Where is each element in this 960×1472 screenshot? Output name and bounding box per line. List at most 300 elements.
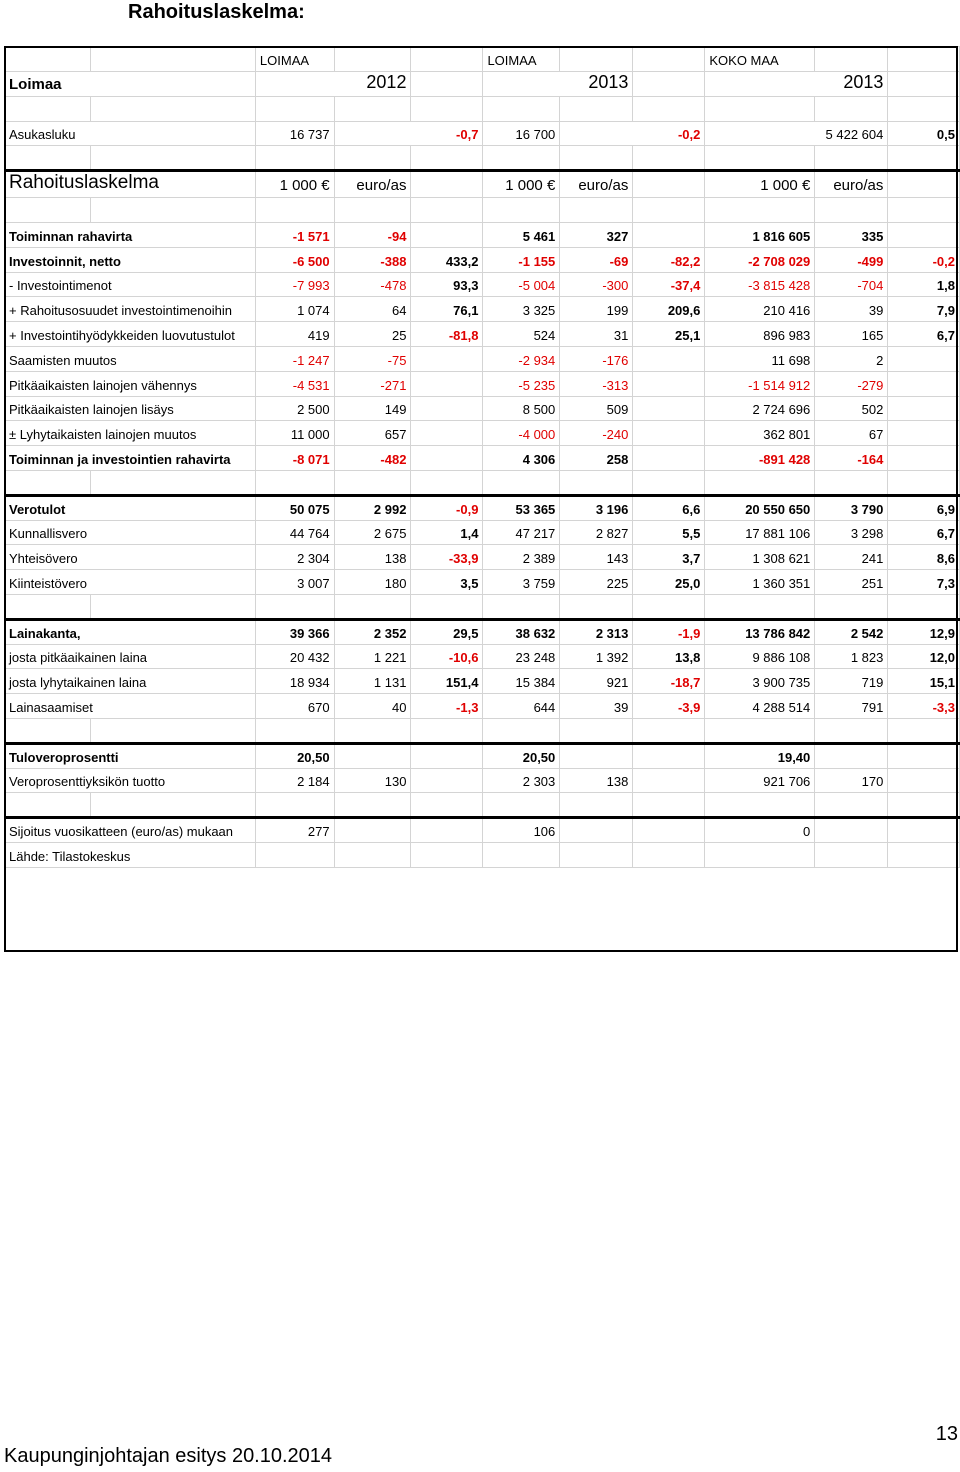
- cell: [560, 718, 633, 743]
- row-label: josta pitkäaikainen laina: [5, 644, 256, 669]
- value-cell: -0,9: [411, 495, 483, 520]
- value-cell: -10,6: [411, 644, 483, 669]
- value-cell: 2 184: [255, 768, 334, 793]
- cell: [255, 718, 334, 743]
- value-cell: 1 308 621: [705, 545, 815, 570]
- value-cell: 39: [815, 297, 888, 322]
- value-cell: [633, 446, 705, 471]
- value-cell: 7,3: [888, 570, 960, 595]
- value-cell: 20,50: [255, 743, 334, 768]
- value-cell: 3 007: [255, 570, 334, 595]
- value-cell: 76,1: [411, 297, 483, 322]
- table-row: [5, 619, 960, 644]
- value-cell: -6 500: [255, 247, 334, 272]
- value-cell: -300: [560, 272, 633, 297]
- cell: [334, 470, 411, 495]
- value-cell: 209,6: [633, 297, 705, 322]
- cell: [90, 96, 255, 121]
- value-cell: 2 500: [255, 396, 334, 421]
- row-label: Sijoitus vuosikatteen (euro/as) mukaan: [5, 818, 256, 843]
- cell: [560, 842, 633, 867]
- value-cell: -3,9: [633, 694, 705, 719]
- value-cell: 3 325: [483, 297, 560, 322]
- value-cell: 1,8: [888, 272, 960, 297]
- value-cell: 1 131: [334, 669, 411, 694]
- cell: [255, 96, 334, 121]
- value-cell: 17 881 106: [705, 520, 815, 545]
- value-cell: [411, 446, 483, 471]
- cell: [411, 718, 483, 743]
- value-cell: 1 360 351: [705, 570, 815, 595]
- cell: [334, 793, 411, 818]
- cell: [560, 47, 633, 72]
- cell: [483, 198, 560, 223]
- cell: [411, 818, 483, 843]
- investment-row: [5, 818, 960, 843]
- value-cell: 5,5: [633, 520, 705, 545]
- footer-title: Kaupunginjohtajan esitys 20.10.2014: [4, 1445, 333, 1467]
- value-cell: 251: [815, 570, 888, 595]
- value-cell: 670: [255, 694, 334, 719]
- cell: [90, 146, 255, 171]
- value-cell: 39 366: [255, 619, 334, 644]
- value-cell: 11 698: [705, 346, 815, 371]
- value-cell: 143: [560, 545, 633, 570]
- value-cell: -176: [560, 346, 633, 371]
- value-cell: 791: [815, 694, 888, 719]
- cell: [5, 793, 91, 818]
- value-cell: 1 823: [815, 644, 888, 669]
- value-cell: 1 221: [334, 644, 411, 669]
- value-cell: 3 298: [815, 520, 888, 545]
- cell: [815, 793, 888, 818]
- spacer-row: [5, 146, 960, 171]
- cell: [483, 470, 560, 495]
- value-cell: [411, 421, 483, 446]
- value-cell: 4 306: [483, 446, 560, 471]
- value-cell: 20 432: [255, 644, 334, 669]
- cell: [705, 793, 815, 818]
- value-cell: [888, 421, 960, 446]
- value-cell: [633, 768, 705, 793]
- table-row: [5, 520, 960, 545]
- value-cell: -1 155: [483, 247, 560, 272]
- cell: [483, 793, 560, 818]
- cell: [334, 818, 411, 843]
- cell: [560, 470, 633, 495]
- value-cell: 64: [334, 297, 411, 322]
- value-cell: -891 428: [705, 446, 815, 471]
- section-header-row: [5, 171, 960, 198]
- value-cell: 921 706: [705, 768, 815, 793]
- source-note: Lähde: Tilastokeskus: [5, 842, 256, 867]
- row-label: Toiminnan ja investointien rahavirta: [5, 446, 256, 471]
- value-cell: -704: [815, 272, 888, 297]
- cell: [5, 96, 91, 121]
- value-cell: 2 313: [560, 619, 633, 644]
- cell: [411, 198, 483, 223]
- cell: [888, 198, 960, 223]
- cell: [705, 146, 815, 171]
- value-cell: 644: [483, 694, 560, 719]
- value-cell: 419: [255, 322, 334, 347]
- cell: [5, 198, 91, 223]
- value-cell: [888, 446, 960, 471]
- cell: [411, 171, 483, 198]
- value-cell: 2 827: [560, 520, 633, 545]
- cell: [815, 818, 888, 843]
- cell: [255, 146, 334, 171]
- value-cell: 3 790: [815, 495, 888, 520]
- row-label: Veroprosenttiyksikön tuotto: [5, 768, 256, 793]
- value-cell: 44 764: [255, 520, 334, 545]
- value-cell: -482: [334, 446, 411, 471]
- value-cell: [633, 371, 705, 396]
- cell: [705, 470, 815, 495]
- value-cell: -313: [560, 371, 633, 396]
- value-cell: 1,4: [411, 520, 483, 545]
- row-label: Kiinteistövero: [5, 570, 256, 595]
- value-cell: 20 550 650: [705, 495, 815, 520]
- value-cell: 719: [815, 669, 888, 694]
- cell: [334, 594, 411, 619]
- value-cell: 258: [560, 446, 633, 471]
- population-row: [5, 121, 960, 146]
- cell: [888, 594, 960, 619]
- value-cell: 2 542: [815, 619, 888, 644]
- cell: [888, 818, 960, 843]
- value-cell: 29,5: [411, 619, 483, 644]
- value-cell: -2 708 029: [705, 247, 815, 272]
- value-cell: [888, 768, 960, 793]
- value-cell: -1 571: [255, 222, 334, 247]
- value-cell: -240: [560, 421, 633, 446]
- cell: [255, 842, 334, 867]
- unit-label: euro/as: [334, 171, 411, 198]
- cell: [815, 594, 888, 619]
- cell: [5, 594, 91, 619]
- cell: [5, 146, 91, 171]
- value-cell: 199: [560, 297, 633, 322]
- cell: [90, 198, 255, 223]
- value-cell: 13 786 842: [705, 619, 815, 644]
- cell: [411, 96, 483, 121]
- value-cell: -94: [334, 222, 411, 247]
- value-cell: [888, 396, 960, 421]
- value-cell: -8 071: [255, 446, 334, 471]
- value-cell: -271: [334, 371, 411, 396]
- value-cell: 1 816 605: [705, 222, 815, 247]
- table-row: [5, 297, 960, 322]
- value-cell: 502: [815, 396, 888, 421]
- value-cell: -279: [815, 371, 888, 396]
- cell: [411, 842, 483, 867]
- value-cell: 6,6: [633, 495, 705, 520]
- value-cell: 8,6: [888, 545, 960, 570]
- cell: [560, 198, 633, 223]
- cell: [633, 96, 705, 121]
- region-label: LOIMAA: [483, 47, 560, 72]
- cell: [411, 146, 483, 171]
- row-label: Verotulot: [5, 495, 256, 520]
- value-cell: 335: [815, 222, 888, 247]
- cell: [411, 47, 483, 72]
- row-label: josta lyhytaikainen laina: [5, 669, 256, 694]
- value-cell: 39: [560, 694, 633, 719]
- cell: [888, 718, 960, 743]
- row-label: Saamisten muutos: [5, 346, 256, 371]
- value-cell: 362 801: [705, 421, 815, 446]
- value-cell: 138: [560, 768, 633, 793]
- value-cell: 3,7: [633, 545, 705, 570]
- value-cell: 225: [560, 570, 633, 595]
- value-cell: [633, 421, 705, 446]
- value-cell: -82,2: [633, 247, 705, 272]
- value-cell: -388: [334, 247, 411, 272]
- value-cell: 11 000: [255, 421, 334, 446]
- row-label: Yhteisövero: [5, 545, 256, 570]
- value-cell: 4 288 514: [705, 694, 815, 719]
- value-cell: 3 196: [560, 495, 633, 520]
- value-cell: 25,1: [633, 322, 705, 347]
- cell: [90, 47, 255, 72]
- source-row: [5, 842, 960, 867]
- value-cell: 15,1: [888, 669, 960, 694]
- cell: [888, 842, 960, 867]
- row-label: Toiminnan rahavirta: [5, 222, 256, 247]
- value-cell: [411, 768, 483, 793]
- cell: [815, 718, 888, 743]
- value-cell: [633, 346, 705, 371]
- spacer-row: [5, 718, 960, 743]
- cell: [815, 47, 888, 72]
- value-cell: -3,3: [888, 694, 960, 719]
- value-cell: 5 461: [483, 222, 560, 247]
- row-label: Pitkäaikaisten lainojen vähennys: [5, 371, 256, 396]
- table-row: [5, 694, 960, 719]
- row-label: + Rahoitusosuudet investointimenoihin: [5, 297, 256, 322]
- cell: [815, 146, 888, 171]
- value-cell: -37,4: [633, 272, 705, 297]
- value-cell: 3 759: [483, 570, 560, 595]
- unit-label: euro/as: [560, 171, 633, 198]
- value-cell: 149: [334, 396, 411, 421]
- value-cell: 151,4: [411, 669, 483, 694]
- value-cell: 106: [483, 818, 560, 843]
- cell: [483, 594, 560, 619]
- value-cell: 20,50: [483, 743, 560, 768]
- value-cell: 31: [560, 322, 633, 347]
- unit-label: 1 000 €: [705, 171, 815, 198]
- cell: [633, 743, 705, 768]
- page-number: 13: [935, 1423, 958, 1445]
- table-row: [5, 545, 960, 570]
- table-row: [5, 371, 960, 396]
- value-cell: -1,3: [411, 694, 483, 719]
- row-label: ± Lyhytaikaisten lainojen muutos: [5, 421, 256, 446]
- cell: [705, 96, 815, 121]
- value-cell: 93,3: [411, 272, 483, 297]
- cell: [334, 146, 411, 171]
- value-cell: 6,9: [888, 495, 960, 520]
- value-cell: 25: [334, 322, 411, 347]
- value-cell: 2 675: [334, 520, 411, 545]
- value-cell: 67: [815, 421, 888, 446]
- table-row: [5, 421, 960, 446]
- cell: [705, 594, 815, 619]
- table-row: [5, 247, 960, 272]
- cell: [255, 198, 334, 223]
- cell: [483, 96, 560, 121]
- cell: [411, 71, 483, 96]
- cell: [90, 718, 255, 743]
- table-row: [5, 346, 960, 371]
- cell: [888, 171, 960, 198]
- cell: [334, 718, 411, 743]
- header-row-years: [5, 71, 960, 96]
- cell: [411, 743, 483, 768]
- cell: [560, 594, 633, 619]
- value-cell: -1,9: [633, 619, 705, 644]
- value-cell: 38 632: [483, 619, 560, 644]
- value-cell: [411, 371, 483, 396]
- cell: [815, 198, 888, 223]
- value-cell: -4 000: [483, 421, 560, 446]
- cell: [483, 842, 560, 867]
- value-cell: -1 247: [255, 346, 334, 371]
- cell: [5, 718, 91, 743]
- value-cell: 2: [815, 346, 888, 371]
- value-cell: [411, 222, 483, 247]
- value-cell: 5 422 604: [705, 121, 888, 146]
- cell: [888, 71, 960, 96]
- row-label: Tuloveroprosentti: [5, 743, 256, 768]
- value-cell: [633, 396, 705, 421]
- value-cell: 2 304: [255, 545, 334, 570]
- spacer-row: [5, 594, 960, 619]
- page-title: Rahoituslaskelma:: [128, 1, 305, 23]
- value-cell: 15 384: [483, 669, 560, 694]
- cell: [633, 198, 705, 223]
- value-cell: [888, 371, 960, 396]
- cell: [705, 718, 815, 743]
- cell: [334, 842, 411, 867]
- value-cell: 23 248: [483, 644, 560, 669]
- value-cell: 1 074: [255, 297, 334, 322]
- cell: [633, 171, 705, 198]
- value-cell: 0: [705, 818, 815, 843]
- table-row: [5, 644, 960, 669]
- cell: [90, 594, 255, 619]
- cell: [334, 47, 411, 72]
- tax-yield-row: [5, 768, 960, 793]
- value-cell: 6,7: [888, 520, 960, 545]
- cell: [5, 470, 91, 495]
- cell: [633, 71, 705, 96]
- value-cell: 2 352: [334, 619, 411, 644]
- value-cell: 7,9: [888, 297, 960, 322]
- table-row: [5, 669, 960, 694]
- cell: [888, 793, 960, 818]
- cell: [815, 96, 888, 121]
- cell: [888, 470, 960, 495]
- value-cell: 2 992: [334, 495, 411, 520]
- value-cell: 509: [560, 396, 633, 421]
- value-cell: 170: [815, 768, 888, 793]
- cell: [560, 146, 633, 171]
- region-label: LOIMAA: [255, 47, 334, 72]
- cell: [633, 47, 705, 72]
- value-cell: -18,7: [633, 669, 705, 694]
- value-cell: 277: [255, 818, 334, 843]
- value-cell: -81,8: [411, 322, 483, 347]
- cell: [483, 146, 560, 171]
- spacer-row: [5, 198, 960, 223]
- value-cell: 16 700: [483, 121, 560, 146]
- value-cell: [411, 346, 483, 371]
- value-cell: 40: [334, 694, 411, 719]
- cell: [633, 146, 705, 171]
- table-row: [5, 396, 960, 421]
- region-label: KOKO MAA: [705, 47, 815, 72]
- cell: [255, 793, 334, 818]
- value-cell: -75: [334, 346, 411, 371]
- value-cell: -2 934: [483, 346, 560, 371]
- table-row: [5, 272, 960, 297]
- value-cell: 180: [334, 570, 411, 595]
- row-label: Investoinnit, netto: [5, 247, 256, 272]
- cell: [483, 718, 560, 743]
- spacer-row: [5, 793, 960, 818]
- cell: [633, 818, 705, 843]
- cell: [888, 146, 960, 171]
- value-cell: [411, 396, 483, 421]
- cell: [90, 793, 255, 818]
- value-cell: -164: [815, 446, 888, 471]
- value-cell: 12,0: [888, 644, 960, 669]
- value-cell: 210 416: [705, 297, 815, 322]
- value-cell: 2 303: [483, 768, 560, 793]
- municipality-name: Loimaa: [5, 71, 256, 96]
- value-cell: -499: [815, 247, 888, 272]
- value-cell: -7 993: [255, 272, 334, 297]
- table-row: [5, 446, 960, 471]
- cell: [411, 594, 483, 619]
- table-row: [5, 495, 960, 520]
- value-cell: 657: [334, 421, 411, 446]
- cell: [705, 842, 815, 867]
- cell: [255, 594, 334, 619]
- row-label: - Investointimenot: [5, 272, 256, 297]
- cell: [334, 96, 411, 121]
- value-cell: 921: [560, 669, 633, 694]
- table-row: [5, 322, 960, 347]
- cell: [334, 743, 411, 768]
- row-label: Asukasluku: [5, 121, 256, 146]
- section-title: Rahoituslaskelma: [5, 171, 256, 198]
- value-cell: -1 514 912: [705, 371, 815, 396]
- cell: [815, 842, 888, 867]
- unit-label: 1 000 €: [483, 171, 560, 198]
- cell: [560, 818, 633, 843]
- value-cell: -69: [560, 247, 633, 272]
- value-cell: 13,8: [633, 644, 705, 669]
- table-row: [5, 222, 960, 247]
- cell: [633, 470, 705, 495]
- row-label: Lainakanta,: [5, 619, 256, 644]
- value-cell: 2 389: [483, 545, 560, 570]
- value-cell: -33,9: [411, 545, 483, 570]
